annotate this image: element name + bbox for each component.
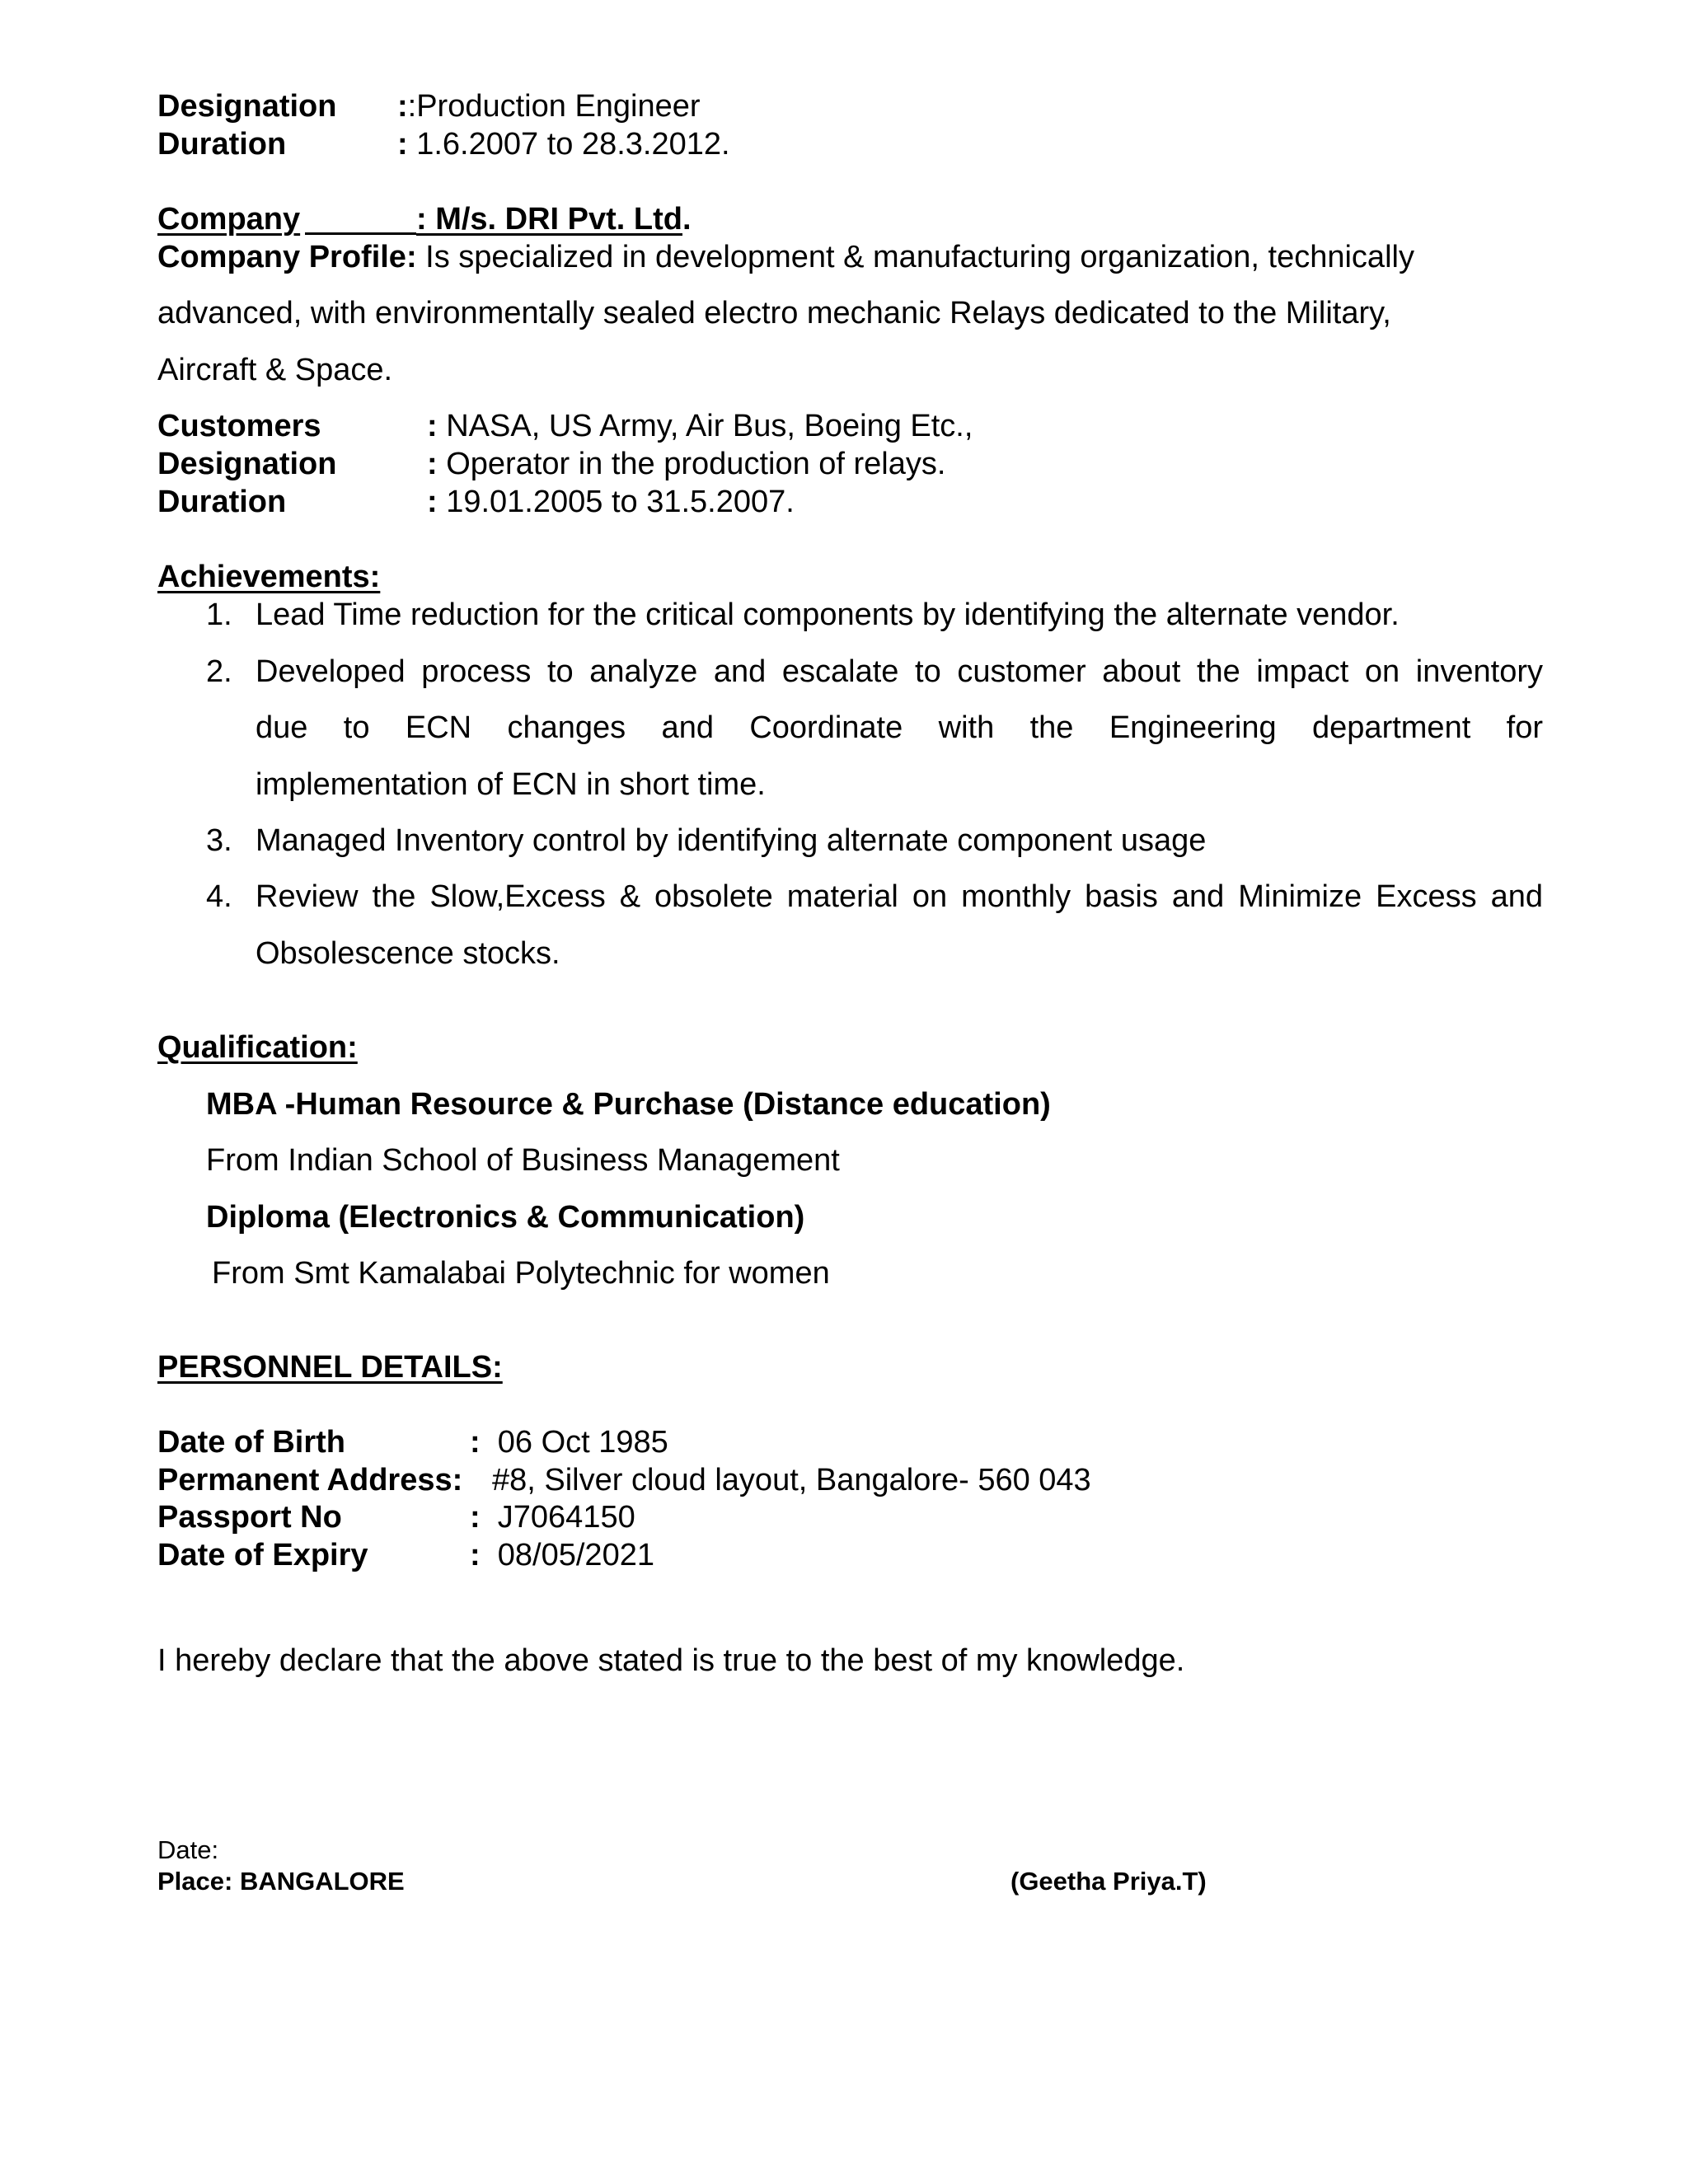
company-profile-label: Company Profile: — [157, 240, 417, 274]
degree2-institution: From Smt Kamalabai Polytechnic for women — [212, 1256, 830, 1291]
personnel-heading: PERSONNEL DETAILS: — [157, 1350, 503, 1385]
job2-duration-text: 19.01.2005 to 31.5.2007. — [446, 485, 795, 519]
dob-value: : 06 Oct 1985 — [470, 1425, 668, 1460]
achievement-2-line2: due to ECN changes and Coordinate with the Engineering department for — [256, 710, 1543, 745]
achievement-1-line1: Lead Time reduction for the critical components by identifying the alternate vendor. — [256, 598, 1400, 632]
company-underline-gap — [305, 204, 416, 235]
expiry-text: 08/05/2021 — [497, 1538, 654, 1572]
qualification-heading: Qualification: — [157, 1030, 358, 1065]
achievement-2-line3: implementation of ECN in short time. — [256, 767, 766, 802]
job2-company-value: : M/s. DRI Pvt. Ltd. — [416, 202, 692, 237]
job1-designation-value: ::Production Engineer — [397, 89, 701, 124]
dob-label: Date of Birth — [157, 1425, 345, 1460]
job2-duration-value: : 19.01.2005 to 31.5.2007. — [427, 485, 795, 519]
achievement-4-number: 4. — [206, 879, 232, 914]
degree1-title: MBA -Human Resource & Purchase (Distance education) — [206, 1087, 1051, 1122]
job2-designation-label: Designation — [157, 447, 337, 481]
job2-company-label: Company — [157, 202, 301, 237]
passport-label: Passport No — [157, 1500, 342, 1535]
passport-value: : J7064150 — [470, 1500, 635, 1535]
achievement-3-number: 3. — [206, 823, 232, 858]
company-profile-text1: Is specialized in development & manufacturing organization, technically — [425, 240, 1414, 274]
achievement-4-line2: Obsolescence stocks. — [256, 936, 560, 971]
job1-designation-text: :Production Engineer — [407, 89, 701, 124]
job2-duration-label: Duration — [157, 485, 287, 519]
address-value: #8, Silver cloud layout, Bangalore- 560 043 — [492, 1463, 1091, 1497]
job1-duration-value: : 1.6.2007 to 28.3.2012. — [397, 127, 730, 162]
passport-text: J7064150 — [497, 1500, 635, 1535]
company-profile-line3: Aircraft & Space. — [157, 353, 393, 387]
achievement-4-line1: Review the Slow,Excess & obsolete material on monthly basis and Minimize Excess and — [256, 879, 1543, 914]
achievement-3-line1: Managed Inventory control by identifying alternate component usage — [256, 823, 1207, 858]
place-label: Place: BANGALORE — [157, 1867, 405, 1896]
company-profile-line1 — [157, 241, 1414, 273]
declaration-text: I hereby declare that the above stated is true to the best of my knowledge. — [157, 1643, 1185, 1678]
achievement-1-number: 1. — [206, 598, 232, 632]
achievement-2-line1: Developed process to analyze and escalate to customer about the impact on inventory — [256, 654, 1543, 689]
date-label: Date: — [157, 1835, 219, 1864]
job2-designation-value: : Operator in the production of relays. — [427, 447, 946, 481]
customers-label: Customers — [157, 409, 321, 443]
job1-duration-text: 1.6.2007 to 28.3.2012. — [416, 127, 730, 162]
signature-name: (Geetha Priya.T) — [1010, 1867, 1207, 1896]
company-profile-line2: advanced, with environmentally sealed electro mechanic Relays dedicated to the Military, — [157, 296, 1391, 330]
job2-company-text: : M/s. DRI Pvt. Ltd — [416, 202, 682, 237]
job2-designation-text: Operator in the production of relays. — [446, 447, 946, 481]
expiry-label: Date of Expiry — [157, 1538, 368, 1572]
achievement-2-number: 2. — [206, 654, 232, 689]
customers-text: NASA, US Army, Air Bus, Boeing Etc., — [446, 409, 973, 443]
job1-duration-label: Duration — [157, 127, 287, 162]
degree1-institution: From Indian School of Business Management — [206, 1143, 840, 1178]
degree2-title: Diploma (Electronics & Communication) — [206, 1200, 805, 1235]
achievements-heading: Achievements: — [157, 560, 381, 594]
job1-designation-label: Designation — [157, 89, 337, 124]
expiry-value: : 08/05/2021 — [470, 1538, 654, 1572]
customers-value: : NASA, US Army, Air Bus, Boeing Etc., — [427, 409, 973, 443]
address-label: Permanent Address: — [157, 1463, 463, 1497]
dob-text: 06 Oct 1985 — [497, 1425, 668, 1460]
